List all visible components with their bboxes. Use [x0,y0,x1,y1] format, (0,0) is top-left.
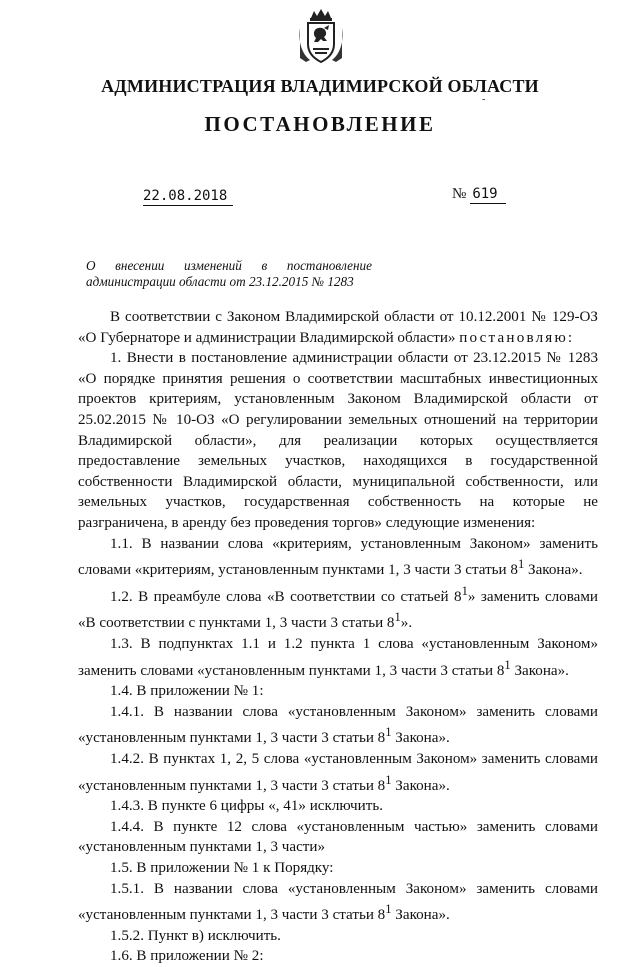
paragraph-item-1-4-1: 1.4.1. В названии слова «установленным Законом» заменить словами «установленным пунктами 1, 3 части 3 статьи $8^1$ Закона». [78,703,598,747]
coat-of-arms-icon [296,8,346,64]
paragraph-item-1-2: 1.2. В преамбуле слова «В соответствии со статьей $8^1$» заменить словами «В соответствии с пунктами 1, 3 части 3 статьи $8^1$». [78,583,598,632]
paragraph-item-1-5-1: 1.5.1. В названии слова «установленным Законом» заменить словами «установленным пунктами 1, 3 части 3 статьи $8^1$ Закона». [78,880,598,924]
number-value: 619 [470,186,505,204]
scan-mark: - [482,94,486,105]
paragraph-item-1-4-4: 1.4.4. В пункте 12 слова «установленным частью» заменить словами «установленным пунктами 1, 3 части» [78,818,598,856]
document-number [452,186,506,203]
paragraph-item-1-3: 1.3. В подпунктах 1.1 и 1.2 пункта 1 слова «установленным Законом» заменить словами «установленным пунктами 1, 3 части 3 статьи $8^1$ Закона». [78,636,598,679]
paragraph-item-1-4-3: 1.4.3. В пункте 6 цифры «, 41» исключить. [110,798,383,815]
paragraph-item-1-5-2: 1.5.2. Пункт в) исключить. [110,927,281,944]
paragraph-item-1-4: 1.4. В приложении № 1: [110,683,264,700]
document-body [78,307,598,967]
paragraph-item-1-4-2: 1.4.2. В пунктах 1, 2, 5 слова «установленным Законом» заменить словами «установленным пунктами 1, 3 части 3 статьи $8^1$ Закона». [78,751,598,794]
document-type: ПОСТАНОВЛЕНИЕ [204,112,436,136]
document-date: 22.08.2018 [143,188,233,206]
authority-name: АДМИНИСТРАЦИЯ ВЛАДИМИРСКОЙ ОБЛАСТИ [101,76,539,96]
paragraph-item-1-1: 1.1. В названии слова «критериям, установленным Законом» заменить словами «критериям, установленным пунктами 1, 3 части 3 статьи $8^1$ Закона». [78,535,598,579]
number-label: № [452,186,467,202]
paragraph-item-1-6: 1.6. В приложении № 2: [110,948,264,965]
document-subject: О внесении изменений в постановление администрации области от 23.12.2015 № 1283 [86,258,372,289]
paragraph-item-1: 1. Внести в постановление администрации области от 23.12.2015 № 1283 «О порядке принятия решения о соответствии масштабных инвестиционных проектов критериям, установленным Законом Владимирской области от 25.02.2015 № 10-ОЗ «О регулировании земельных отношений на территории Владимирской области», для реализации которых осуществляется предоставление земельных участков, находящихся в государственной собственности Владимирской области, муниципальной собственности, или земельных участков, государственная собственность на которые не разграничена, в аренду без проведения торгов» следующие изменения: [78,350,598,531]
paragraph-item-1-5: 1.5. В приложении № 1 к Порядку: [110,860,334,877]
paragraph-preamble: В соответствии с Законом Владимирской области от 10.12.2001 № 129-ОЗ «О Губернаторе и администрации Владимирской области» постановляю: [78,309,598,346]
